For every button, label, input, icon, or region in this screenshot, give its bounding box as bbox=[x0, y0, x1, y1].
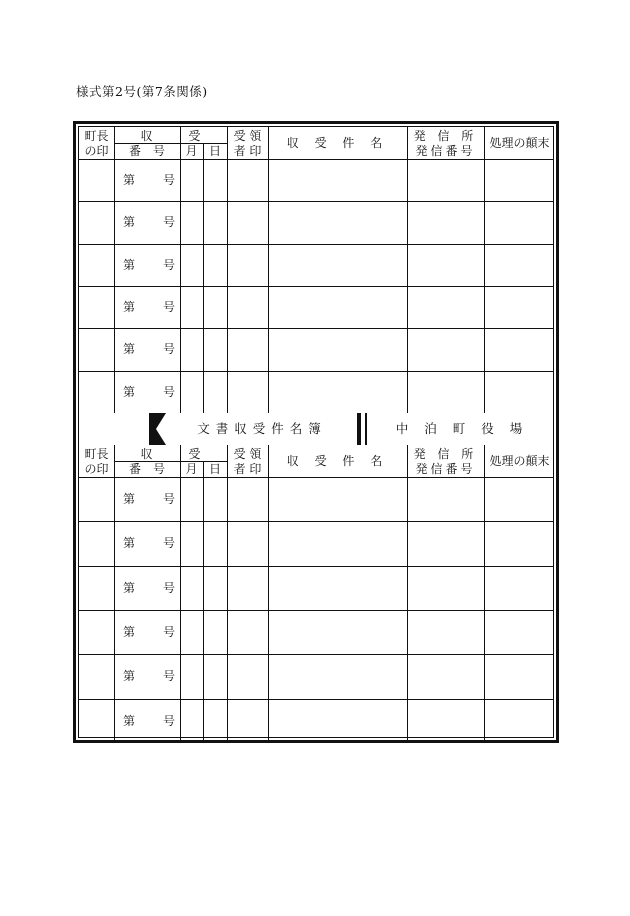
row-dai-label: 第 bbox=[122, 215, 135, 230]
header-bango: 番 号 bbox=[128, 144, 165, 158]
row-go-label: 号 bbox=[162, 300, 175, 315]
row-dai-label: 第 bbox=[122, 300, 135, 315]
header-chou-line2: の印 bbox=[84, 462, 109, 476]
banner-title: 文書収受件名簿 bbox=[197, 421, 327, 436]
register-form bbox=[73, 121, 559, 743]
header-chou-line2: の印 bbox=[84, 144, 109, 158]
header-chou-line1: 町長 bbox=[84, 128, 109, 143]
row-rule bbox=[79, 699, 553, 700]
row-rule bbox=[79, 286, 553, 287]
header-rule bbox=[79, 159, 553, 160]
header-juryo-line1: 受 領 bbox=[233, 446, 262, 461]
row-go-label: 号 bbox=[162, 384, 175, 399]
row-dai-label: 第 bbox=[122, 173, 135, 188]
row-rule bbox=[79, 371, 553, 372]
header-hasshin-line2: 発信番号 bbox=[415, 462, 476, 476]
row-go-label: 号 bbox=[162, 625, 175, 640]
register-banner-band bbox=[79, 413, 553, 445]
register-inner bbox=[78, 126, 554, 738]
register-title-banner bbox=[149, 413, 361, 445]
row-dai-label: 第 bbox=[122, 492, 135, 507]
row-go-label: 号 bbox=[162, 257, 175, 272]
row-go-label: 号 bbox=[162, 342, 175, 357]
row-go-label: 号 bbox=[162, 580, 175, 595]
row-go-label: 号 bbox=[162, 536, 175, 551]
row-dai-label: 第 bbox=[122, 580, 135, 595]
row-rule bbox=[79, 654, 553, 655]
header-chou-line1: 町長 bbox=[84, 446, 109, 461]
header-hasshin-line1: 発 信 所 bbox=[413, 128, 478, 143]
header-hi: 日 bbox=[208, 462, 221, 476]
row-go-label: 号 bbox=[162, 713, 175, 728]
header-shuju: 収 受 bbox=[140, 128, 201, 143]
office-left-bar bbox=[365, 413, 367, 445]
header-juryo-line2: 者 印 bbox=[233, 462, 262, 476]
row-dai-label: 第 bbox=[122, 536, 135, 551]
header-shori: 処理の顛末 bbox=[489, 136, 550, 150]
row-dai-label: 第 bbox=[122, 384, 135, 399]
row-rule bbox=[79, 610, 553, 611]
row-go-label: 号 bbox=[162, 492, 175, 507]
header-shori: 処理の顛末 bbox=[489, 454, 550, 468]
row-rule bbox=[79, 566, 553, 567]
row-rule bbox=[79, 328, 553, 329]
header-juryo-line2: 者 印 bbox=[233, 144, 262, 158]
header-kenmei: 収 受 件 名 bbox=[286, 136, 389, 150]
row-go-label: 号 bbox=[162, 173, 175, 188]
office-box bbox=[365, 413, 555, 445]
banner-right-bar bbox=[357, 413, 361, 445]
header-bango: 番 号 bbox=[128, 462, 165, 476]
office-name: 中 泊 町 役 場 bbox=[395, 421, 529, 436]
row-rule bbox=[79, 201, 553, 202]
header-hi: 日 bbox=[208, 144, 221, 158]
row-dai-label: 第 bbox=[122, 257, 135, 272]
header-tsuki: 月 bbox=[185, 462, 198, 476]
row-rule bbox=[79, 521, 553, 522]
row-dai-label: 第 bbox=[122, 669, 135, 684]
register-section-bottom bbox=[79, 445, 553, 743]
header-hasshin-line2: 発信番号 bbox=[415, 144, 476, 158]
row-go-label: 号 bbox=[162, 215, 175, 230]
row-dai-label: 第 bbox=[122, 625, 135, 640]
row-go-label: 号 bbox=[162, 669, 175, 684]
header-shuju: 収 受 bbox=[140, 446, 201, 461]
row-dai-label: 第 bbox=[122, 342, 135, 357]
header-kenmei: 収 受 件 名 bbox=[286, 454, 389, 468]
header-rule bbox=[79, 477, 553, 478]
header-hasshin-line1: 発 信 所 bbox=[413, 446, 478, 461]
row-dai-label: 第 bbox=[122, 713, 135, 728]
header-tsuki: 月 bbox=[185, 144, 198, 158]
register-section-top bbox=[79, 127, 553, 413]
header-juryo-line1: 受 領 bbox=[233, 128, 262, 143]
banner-notch-icon bbox=[152, 413, 170, 445]
row-rule bbox=[79, 244, 553, 245]
form-title: 様式第2号(第7条関係) bbox=[76, 84, 208, 99]
